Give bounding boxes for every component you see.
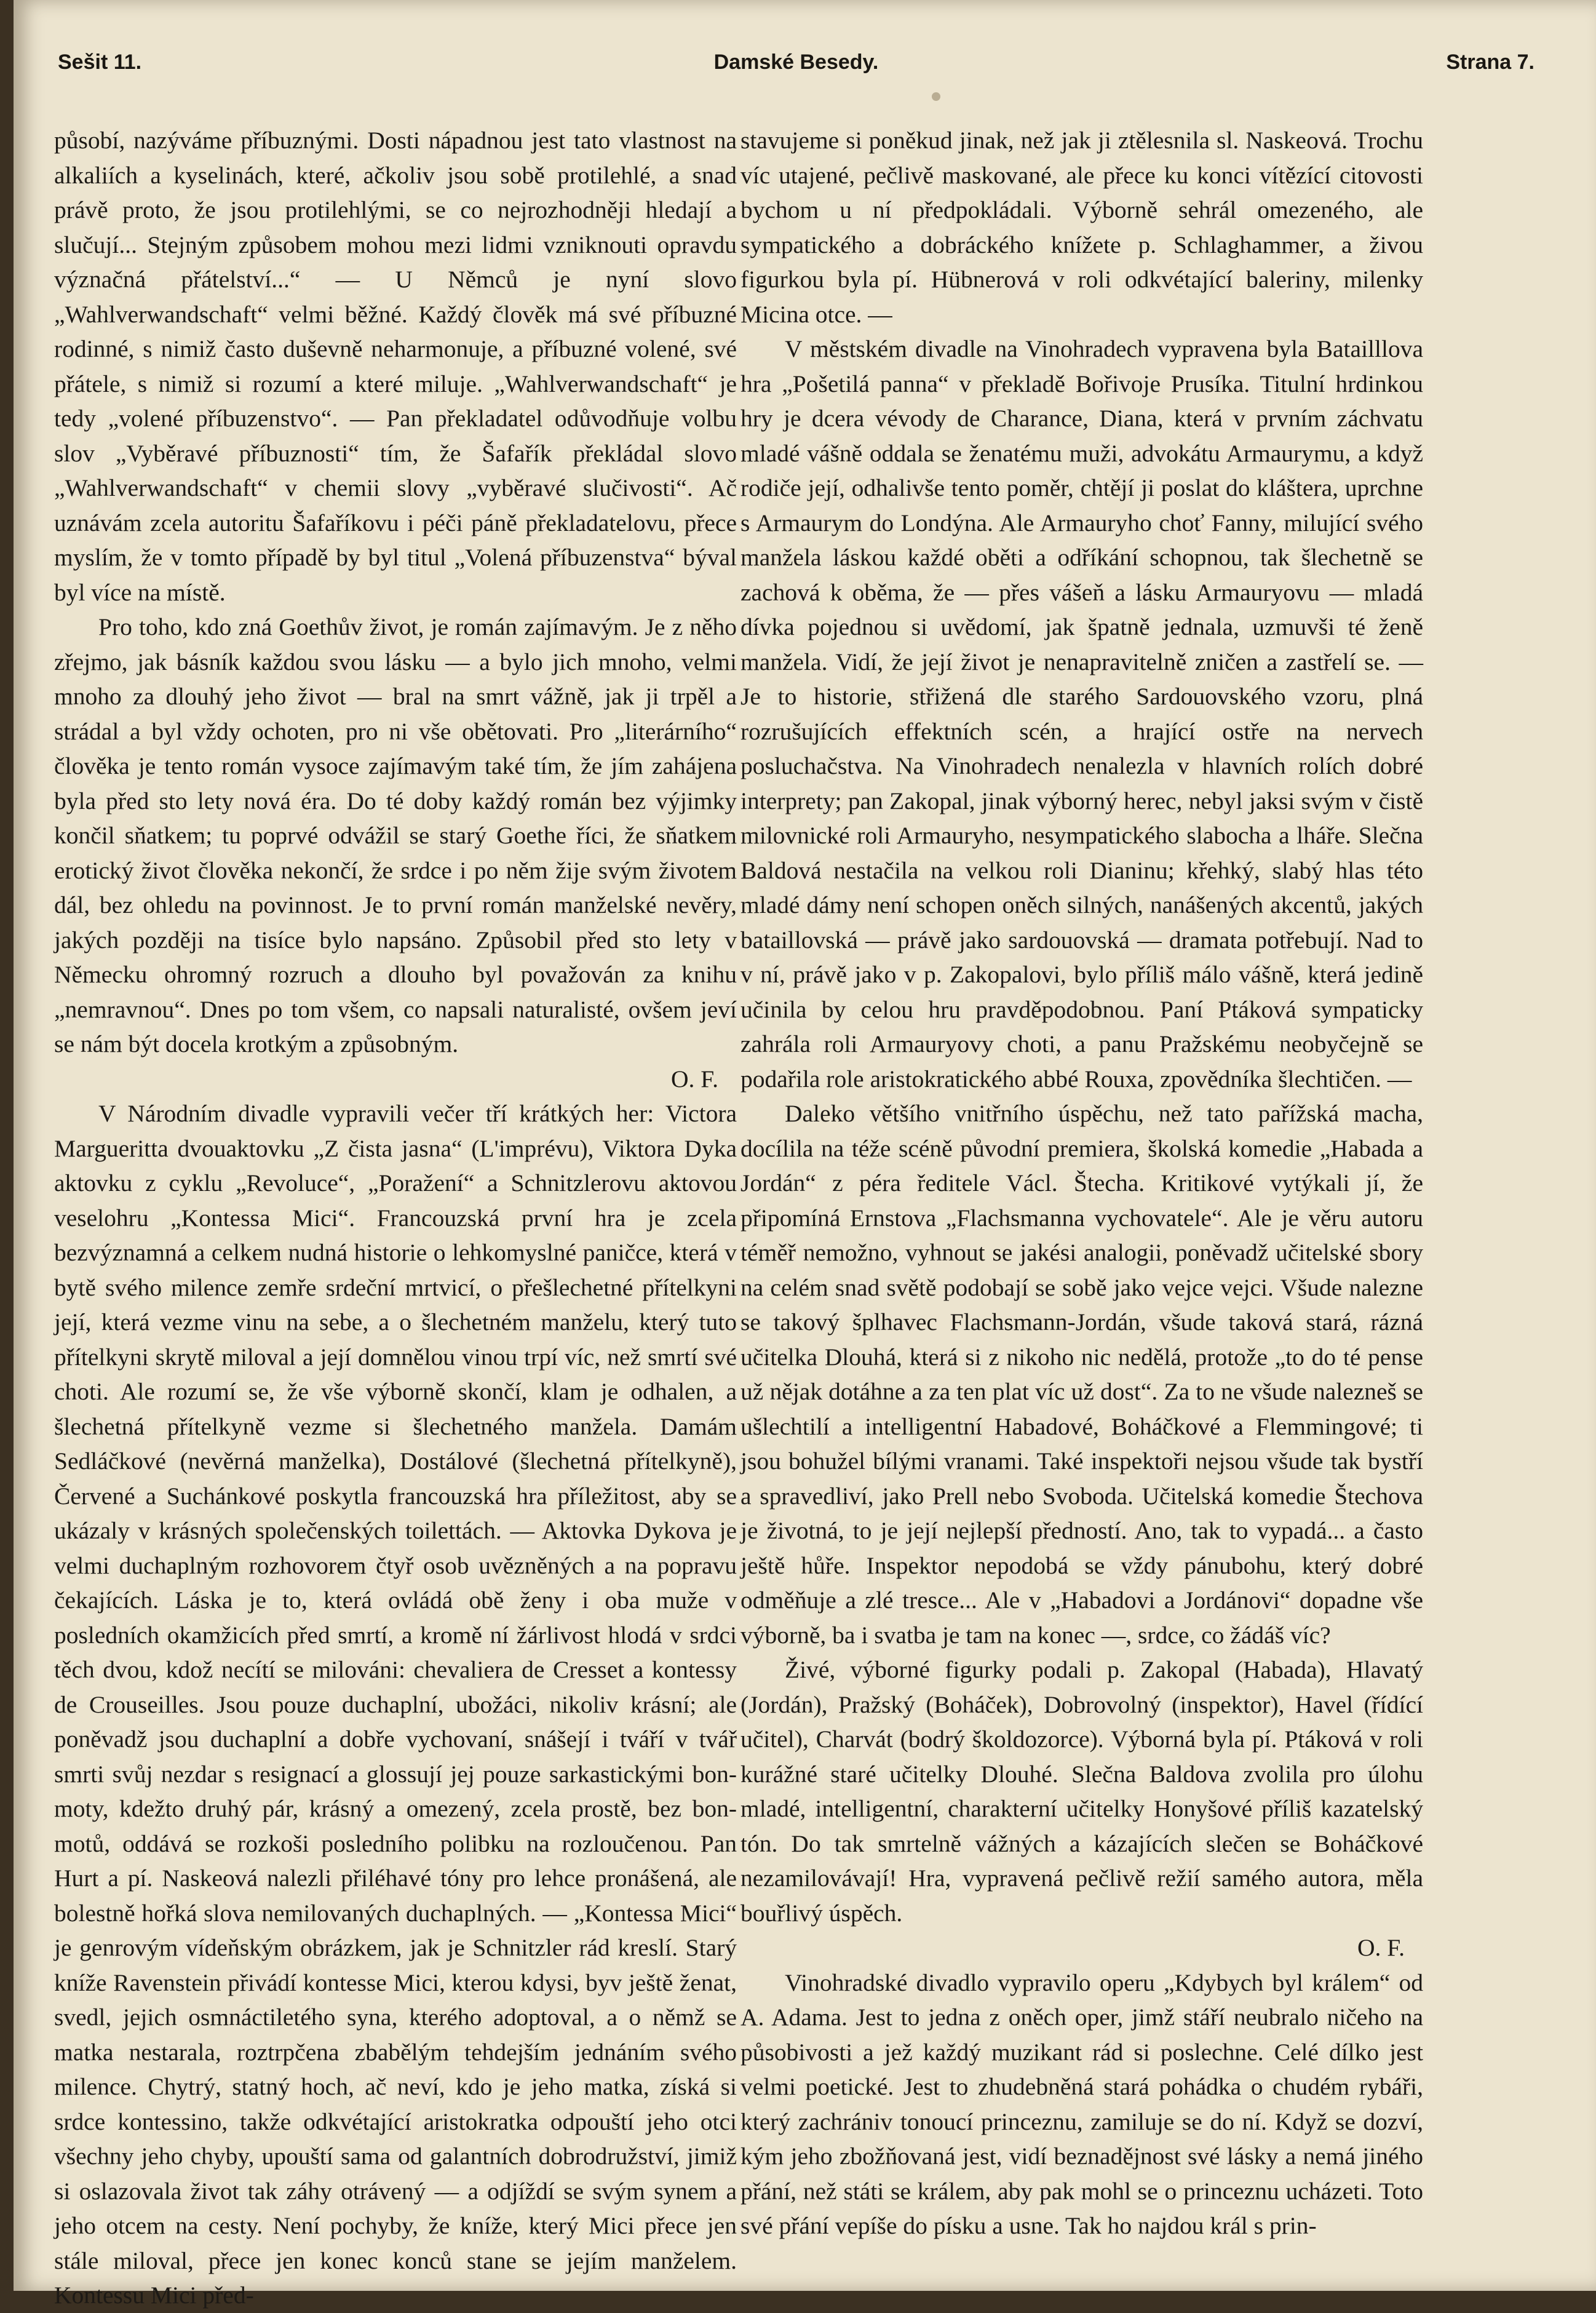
paragraph: Vinohradské divadlo vypravilo operu „Kdybych byl králem“ od A. Adama. Jest to jedna z oněch oper, jimž stáří neubralo ničeho na působivosti a jež každý muzikant rád si poslechne. Celé dílko jest velmi poetické. Jest to zhudebněná stará pohádka o chudém rybáři, který zachrániv tonoucí princeznu, zamiluje se do ní. Když se dozví, kým jeho zbožňovaná jest, vidí beznadějnost své lásky a nemá jiného přání, než státi se králem, aby pak mohl se o princeznu ucházeti. Toto své přání vepíše do písku a usne. Tak ho najdou král s prin-: [740, 1969, 1423, 2239]
journal-title: Damské Besedy.: [713, 50, 879, 74]
running-header: [58, 50, 1534, 87]
paragraph: Živé, výborné figurky podali p. Zakopal (Habada), Hlavatý (Jordán), Pražský (Boháček), Dobrovolný (inspektor), Havel (řídící učitel), Charvát (bodrý školdozorce). Výborná byla pí. Ptáková v roli kurážné staré učitelky Dlouhé. Slečna Baldova zvolila pro úlohu mladé, intelligentní, charakterní učitelky Honyšové příliš kazatelský tón. Do tak smrtelně vážných a kázajících slečen se Boháčkové nezamilovávají! Hra, vypravená pečlivě režií samého autora, měla bouřlivý úspěch.: [740, 1656, 1423, 1927]
author-signature: O. F.: [1357, 1934, 1405, 1961]
author-signature: O. F.: [671, 1065, 718, 1093]
left-column: [54, 123, 737, 2309]
issue-number: Sešit 11.: [58, 50, 142, 74]
paragraph: působí, nazýváme příbuznými. Dosti nápadnou jest tato vlastnost na alkaliích a kyselinách, které, ačkoliv jsou sobě protilehlé, a snad právě proto, že jsou protilehlými, se co nejrozhodněji hledají a slučují... Stejným způsobem mohou mezi lidmi vzniknouti opravdu význačná přátelství...“ — U Němců je nyní slovo „Wahlverwandschaft“ velmi běžné. Každý člověk má své příbuzné rodinné, s nimiž často duševně neharmonuje, a příbuzné volené, své přátele, s nimiž si rozumí a které miluje. „Wahlverwandschaft“ je tedy „volené příbuzenstvo“. — Pan překladatel odůvodňuje volbu slov „Vyběravé příbuznosti“ tím, že Šafařík překládal slovo „Wahlverwandschaft“ v chemii slovy „vyběravé slučivosti“. Ač uznávám zcela autoritu Šafaříkovu i péči páně překladatelovu, přece myslím, že v tomto případě by byl titul „Volená příbuzenstva“ býval byl více na místě.: [54, 127, 737, 606]
page-number: Strana 7.: [1446, 50, 1534, 74]
paragraph: stavujeme si poněkud jinak, než jak ji ztělesnila sl. Naskeová. Trochu víc utajené, pečlivě maskované, ale přece ku konci vítězící citovosti bychom u ní předpokládali. Výborně sehrál omezeného, ale sympatického a dobráckého knížete p. Schlaghammer, a živou figurkou byla pí. Hübnerová v roli odkvétající baleriny, milenky Micina otce. —: [740, 127, 1423, 328]
paragraph: Daleko většího vnitřního úspěchu, než tato pařížská macha, docílila na téže scéně původní premiera, školská komedie „Habada a Jordán“ z péra ředitele Václ. Štecha. Kritikové vytýkali jí, že připomíná Ernstova „Flachsmanna vychovatele“. Ale je věru autoru téměř nemožno, vyhnout se jakési analogii, poněvadž učitelské sbory na celém snad světě podobají se sobě jako vejce vejci. Všude nalezne se takový šplhavec Flachsmann-Jordán, všude taková stará, rázná učitelka Dlouhá, která si z nikoho nic nedělá, protože „to do té pense už nějak dotáhne a za ten plat víc už dost“. Za to ne všude nalezneš se ušlechtilí a intelligentní Habadové, Boháčkové a Flemmingové; ti jsou bohužel bílými vranami. Také inspektoři nejsou všude tak bystří a spravedliví, jako Prell nebo Svoboda. Učitelská komedie Štechova je životná, to je její nejlepší předností. Ano, tak to vypadá... a často ještě hůře. Inspektor nepodobá se vždy pánubohu, který dobré odměňuje a zlé tresce... Ale v „Habadovi a Jordánovi“ dopadne vše výborně, ba i svatba je tam na konec —, srdce, co žádáš víc?: [740, 1100, 1423, 1649]
paragraph: Pro toho, kdo zná Goethův život, je román zajímavým. Je z něho zřejmo, jak básník každou svou lásku — a bylo jich mnoho, velmi mnoho za dlouhý jeho život — bral na smrt vážně, jak ji trpěl a strádal a byl vždy ochoten, pro ni vše obětovati. Pro „literárního“ člověka je tento román vysoce zajímavým také tím, že jím zahájena byla před sto lety nová éra. Do té doby každý román bez výjimky končil sňatkem; tu poprvé odvážil se starý Goethe říci, že sňatkem erotický život člověka nekončí, že srdce i po něm žije svým životem dál, bez ohledu na povinnost. Je to první román manželské nevěry, jakých později na tisíce bylo napsáno. Způsobil před sto lety v Německu ohromný rozruch a dlouho byl považován za knihu „nemravnou“. Dnes po tom všem, co napsali naturalisté, ovšem jeví se nám být docela krotkým a způsobným.: [54, 613, 737, 1057]
journal-page: [14, 0, 1596, 2309]
paragraph: V městském divadle na Vinohradech vypravena byla Batailllova hra „Pošetilá panna“ v překladě Bořivoje Prusíka. Titulní hrdinkou hry je dcera vévody de Charance, Diana, která v prvním záchvatu mladé vášně oddala se ženatému muži, advokátu Armaurymu, a když rodiče její, odhalivše tento poměr, chtějí ji poslat do kláštera, uprchne s Armaurym do Londýna. Ale Armauryho choť Fanny, milující svého manžela láskou každé oběti a odříkání schopnou, tak šlechetně se zachová k oběma, že — přes vášeň a lásku Armauryovu — mladá dívka pojednou si uvědomí, jak špatně jednala, uzmuvši té ženě manžela. Vidí, že její život je nenapravitelně zničen a zastřelí se. — Je to historie, střižená dle starého Sardouovského vzoru, plná rozrušujících effektních scén, a hrající ostře na nervech posluchačstva. Na Vinohradech nenalezla v hlavních rolích dobré interprety; pan Zakopal, jinak výborný herec, nebyl jaksi svým v čistě milovnické roli Armauryho, nesympatického slabocha a lháře. Slečna Baldová nestačila na velkou roli Dianinu; křehký, slabý hlas této mladé dámy není schopen oněch silných, nanášených akcentů, jakých bataillovská — právě jako sardouovská — dramata potřebují. Nad to v ní, právě jako v p. Zakopalovi, bylo příliš málo vášně, která jedině učinila by celou hru pravděpodobnou. Paní Ptáková sympaticky zahrála roli Armauryovy choti, a panu Pražskému neobyčejně se podařila role aristokratického abbé Rouxa, zpovědníka šlechtičen. —: [740, 335, 1423, 1093]
paragraph: V Národním divadle vypravili večer tří krátkých her: Victora Margueritta dvouaktovku „Z čista jasna“ (L'imprévu), Viktora Dyka aktovku z cyklu „Revoluce“, „Poražení“ a Schnitzlerovu aktovou veselohru „Kontessa Mici“. Francouzská první hra je zcela bezvýznamná a celkem nudná historie o lehkomyslné paničce, která v bytě svého milence zemře srdeční mrtvicí, o přešlechetné přítelkyni její, která vezme vinu na sebe, a o šlechetném manželu, který tuto přítelkyni skrytě miloval a její domnělou vinou trpí víc, než smrtí své choti. Ale rozumí se, že vše výborně skončí, klam je odhalen, a šlechetná přítelkyně vezme si šlechetného manžela. Damám Sedláčkové (nevěrná manželka), Dostálové (šlechetná přítelkyně), Červené a Suchánkové poskytla francouzská hra příležitost, aby se ukázaly v krásných společenských toilettách. — Aktovka Dykova je velmi duchaplným rozhovorem čtyř osob uvězněných a na popravu čekajících. Láska je to, která ovládá obě ženy i oba muže v posledních okamžicích před smrtí, a kromě ní žárlivost hlodá v srdci těch dvou, kdož necítí se milováni: chevaliera de Cresset a kontessy de Crouseilles. Jsou pouze duchaplní, ubožáci, nikoliv krásní; ale poněvadž jsou duchaplní a dobře vychovaní, snášejí i tváří v tvář smrti svůj nezdar s resignací a glossují jej pouze sarkastickými bon-moty, kdežto druhý pár, krásný a omezený, zcela prostě, bez bon-motů, oddává se rozkoši posledního polibku na rozloučenou. Pan Hurt a pí. Naskeová nalezli přiléhavé tóny pro lehce pronášená, ale bolestně hořká slova nemilovaných duchaplných. — „Kontessa Mici“ je genrovým vídeňským obrázkem, jak je Schnitzler rád kreslí. Starý kníže Ravenstein přivádí kontesse Mici, kterou kdysi, byv ještě ženat, svedl, jejich osmnáctiletého syna, kterého adoptoval, a o němž se matka nestarala, roztrpčena zbabělým tehdejším jednáním svého milence. Chytrý, statný hoch, ač neví, kdo je jeho matka, získá si srdce kontessino, takže odkvétající aristokratka odpouští jeho otci všechny jeho chyby, upouští sama od galantních dobrodružství, jimiž si oslazovala život tak záhy otrávený — a odjíždí se svým synem a jeho otcem na cesty. Není pochyby, že kníže, který Mici přece jen stále miloval, přece jen konec konců stane se jejím manželem. Kontessu Mici před-: [54, 1100, 737, 2309]
right-column: [740, 123, 1423, 2245]
ink-speck: [932, 92, 940, 101]
